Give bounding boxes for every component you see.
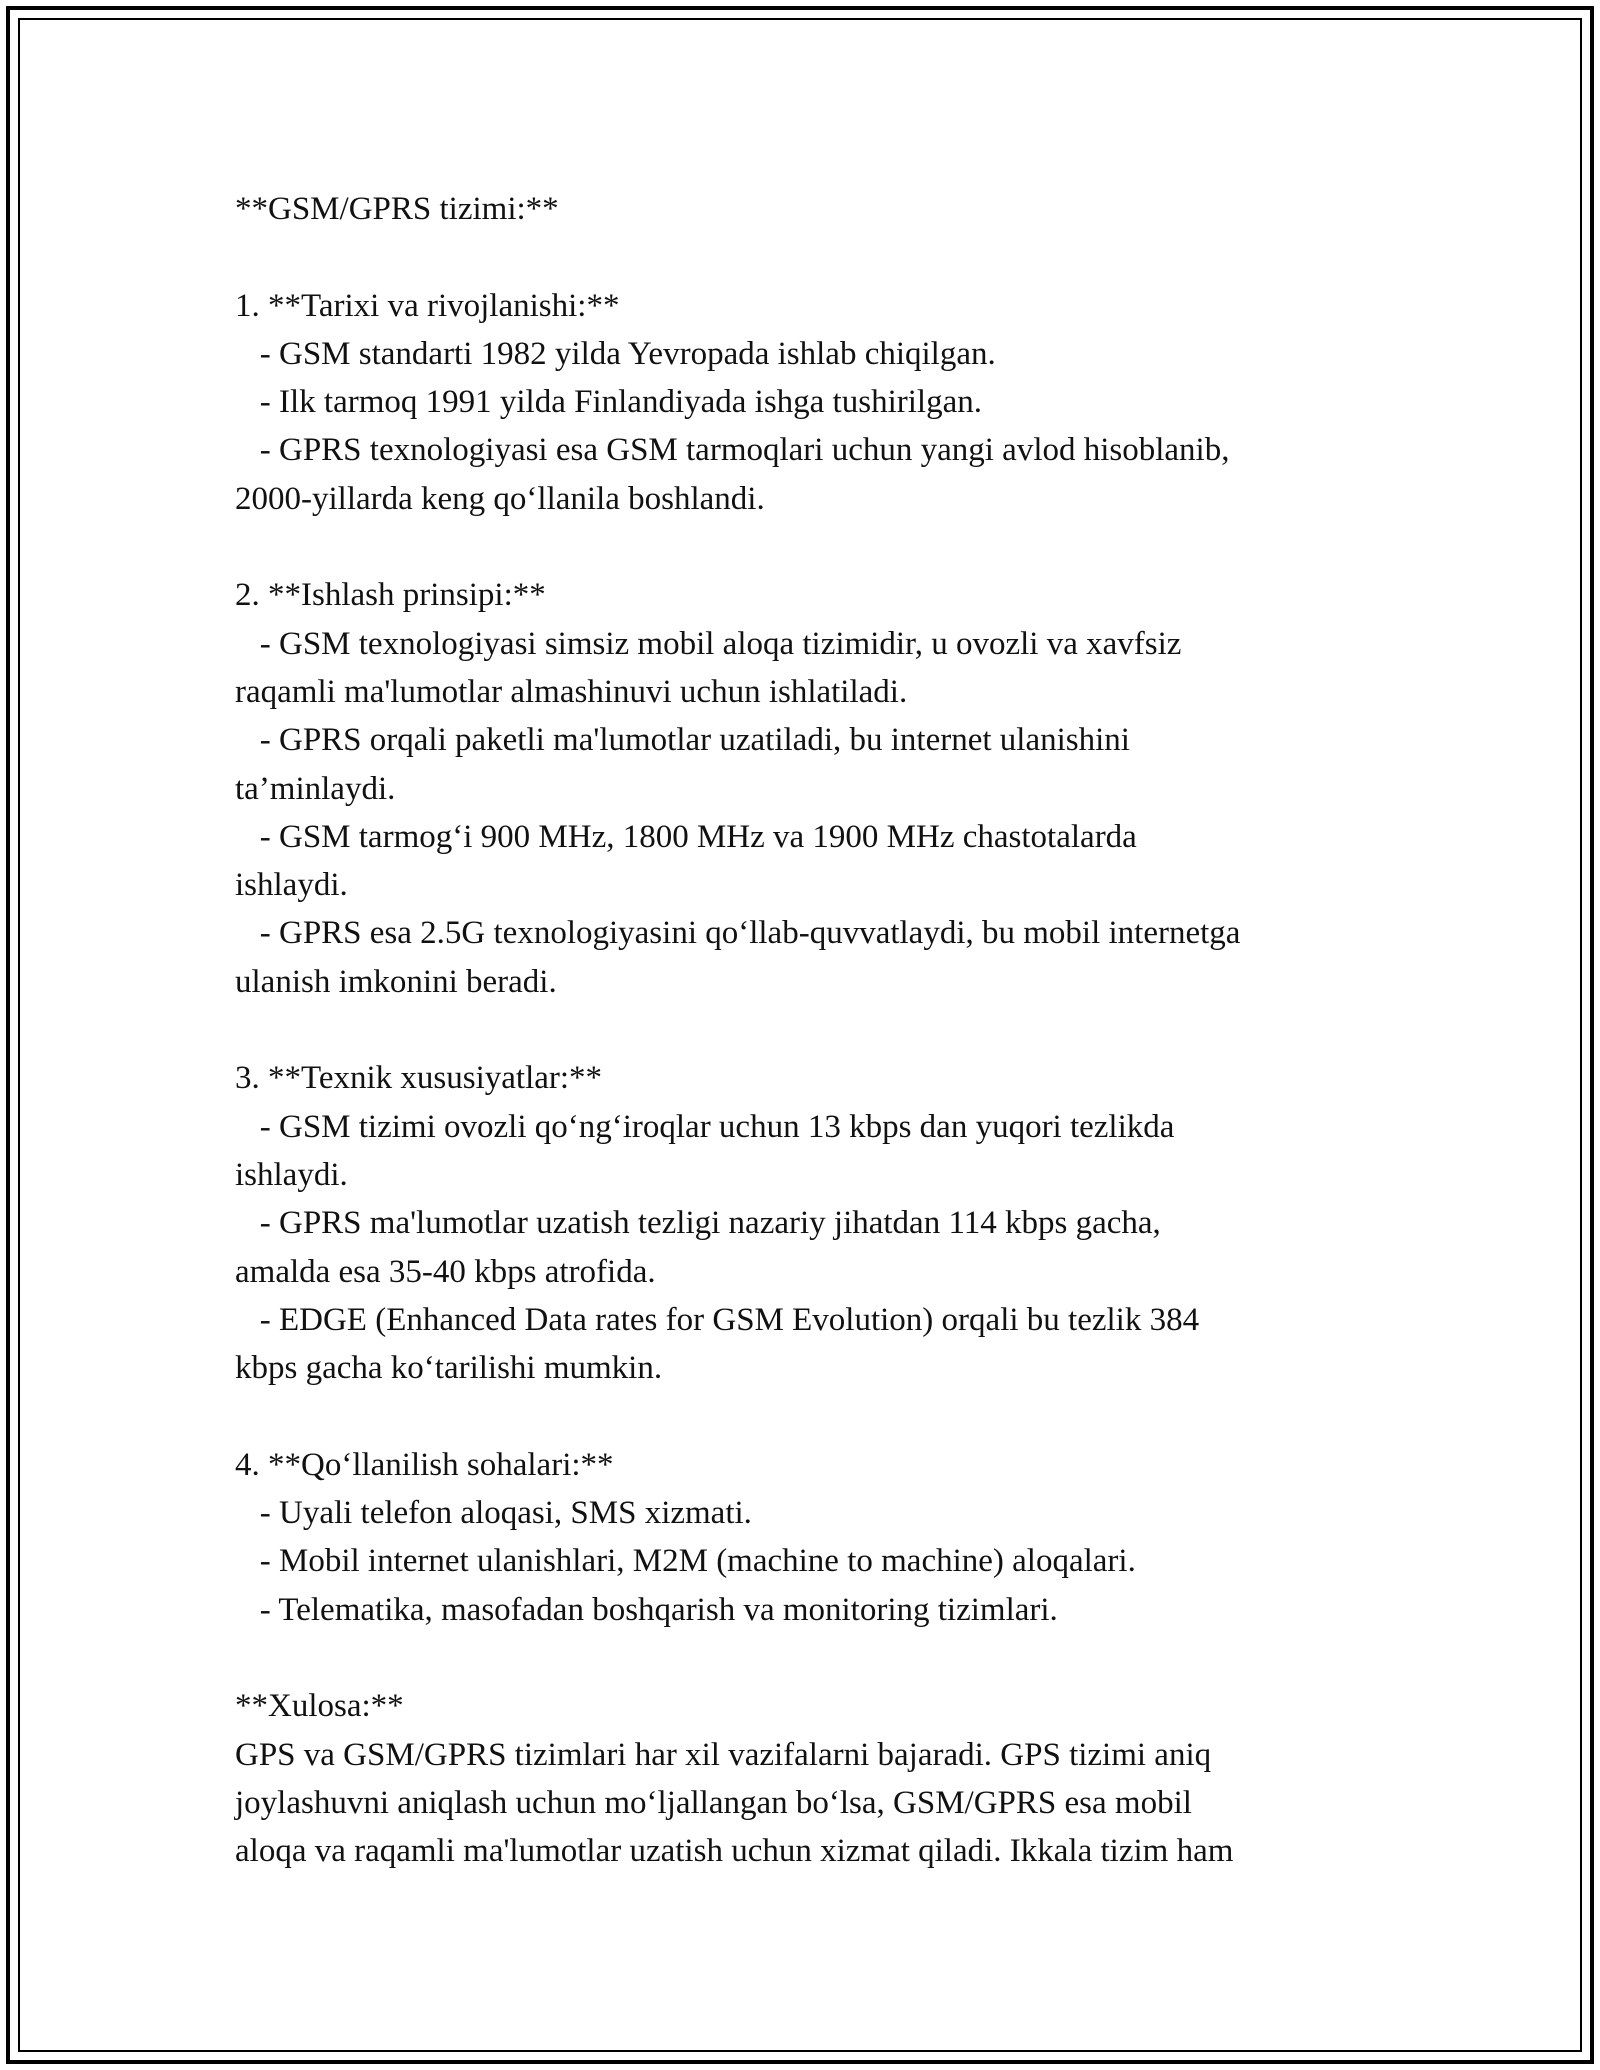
- blank-line: [235, 1634, 1415, 1682]
- text-line: - GSM tarmog‘i 900 MHz, 1800 MHz va 1900 MHz chastotalarda: [235, 818, 1137, 855]
- text-line: ishlaydi.: [235, 867, 348, 904]
- text-line: 2000-yillarda keng qo‘llanila boshlandi.: [235, 480, 765, 517]
- text-line: - GPRS orqali paketli ma'lumotlar uzatiladi, bu internet ulanishini: [235, 722, 1130, 759]
- text-line: kbps gacha ko‘tarilishi mumkin.: [235, 1350, 663, 1387]
- text-line: ta’minlaydi.: [235, 770, 396, 807]
- text-line: - GSM texnologiyasi simsiz mobil aloqa tizimidir, u ovozli va xavfsiz: [235, 625, 1182, 662]
- section-heading-applications: 4. **Qo‘llanilish sohalari:**: [235, 1446, 614, 1483]
- text-line: GPS va GSM/GPRS tizimlari har xil vazifalarni bajaradi. GPS tizimi aniq: [235, 1736, 1212, 1773]
- section-heading-history: 1. **Tarixi va rivojlanishi:**: [235, 287, 620, 324]
- text-line: - GPRS esa 2.5G texnologiyasini qo‘llab-quvvatlaydi, bu mobil internetga: [235, 915, 1241, 952]
- text-line: raqamli ma'lumotlar almashinuvi uchun ishlatiladi.: [235, 673, 908, 710]
- text-line: - Mobil internet ulanishlari, M2M (machine to machine) aloqalari.: [235, 1543, 1136, 1580]
- blank-line: [235, 523, 1415, 571]
- text-line: - GPRS ma'lumotlar uzatish tezligi nazariy jihatdan 114 kbps gacha,: [235, 1205, 1161, 1242]
- text-line: aloqa va raqamli ma'lumotlar uzatish uchun xizmat qiladi. Ikkala tizim ham: [235, 1833, 1234, 1870]
- blank-line: [235, 233, 1415, 281]
- text-line: amalda esa 35-40 kbps atrofida.: [235, 1253, 656, 1290]
- blank-line: [235, 1006, 1415, 1054]
- section-heading-specs: 3. **Texnik xususiyatlar:**: [235, 1060, 603, 1097]
- section-title: **GSM/GPRS tizimi:**: [235, 191, 559, 227]
- section-heading-conclusion: **Xulosa:**: [235, 1688, 404, 1725]
- text-line: ishlaydi.: [235, 1156, 348, 1193]
- blank-line: [235, 1392, 1415, 1440]
- text-line: - GSM tizimi ovozli qo‘ng‘iroqlar uchun 13 kbps dan yuqori tezlikda: [235, 1108, 1175, 1145]
- text-line: - GPRS texnologiyasi esa GSM tarmoqlari uchun yangi avlod hisoblanib,: [235, 432, 1230, 469]
- text-line: - EDGE (Enhanced Data rates for GSM Evolution) orqali bu tezlik 384: [235, 1301, 1200, 1338]
- text-line: - Telematika, masofadan boshqarish va monitoring tizimlari.: [235, 1591, 1058, 1628]
- document-body: [235, 185, 1415, 1875]
- text-line: joylashuvni aniqlash uchun mo‘ljallangan bo‘lsa, GSM/GPRS esa mobil: [235, 1784, 1192, 1821]
- section-heading-principle: 2. **Ishlash prinsipi:**: [235, 577, 546, 614]
- text-line: - Ilk tarmoq 1991 yilda Finlandiyada ishga tushirilgan.: [235, 384, 982, 421]
- text-line: ulanish imkonini beradi.: [235, 963, 557, 1000]
- text-line: - Uyali telefon aloqasi, SMS xizmati.: [235, 1495, 752, 1532]
- text-line: - GSM standarti 1982 yilda Yevropada ishlab chiqilgan.: [235, 335, 996, 372]
